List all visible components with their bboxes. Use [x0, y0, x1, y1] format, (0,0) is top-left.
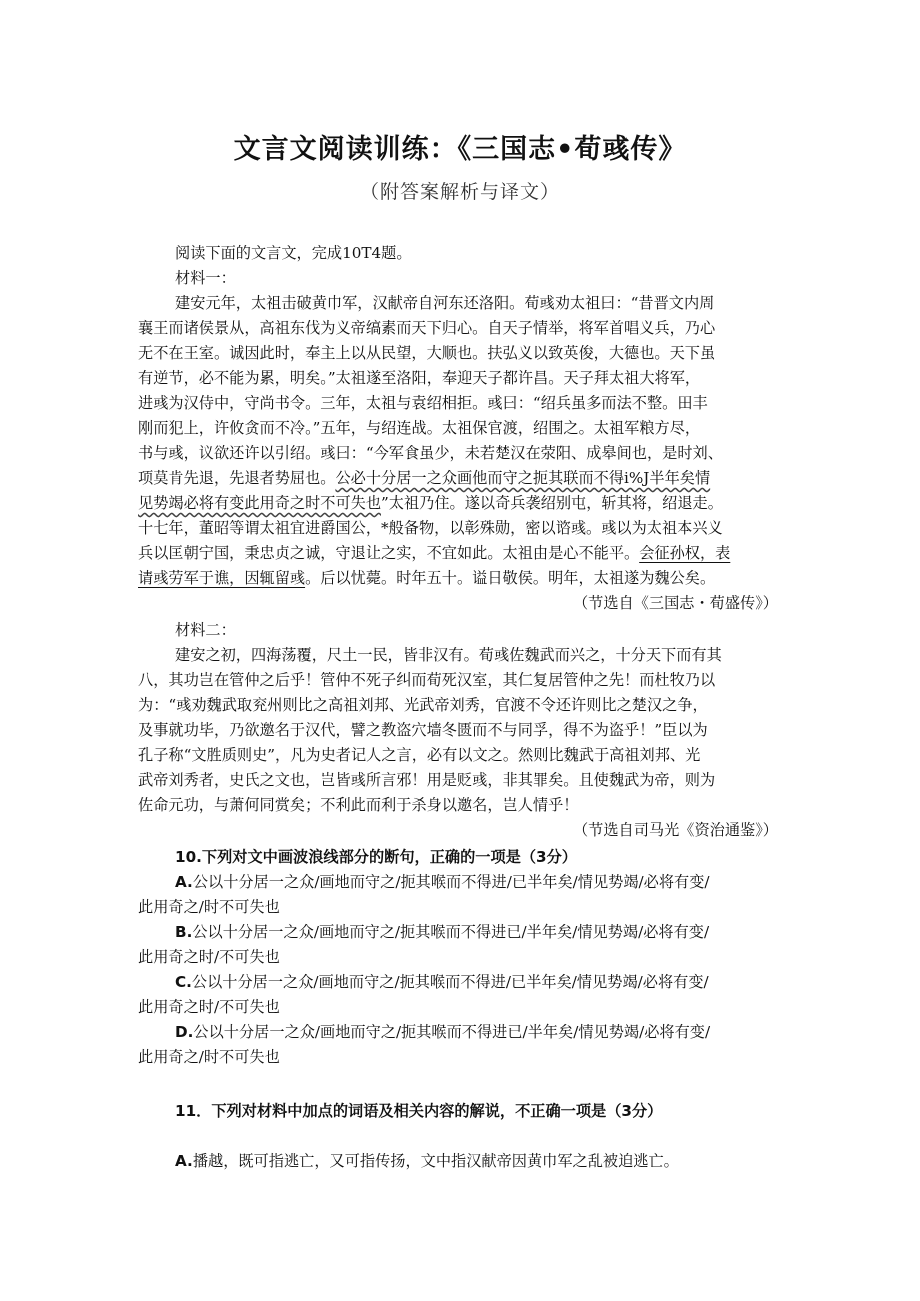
- m2-line: 孔子称“文胜质则史”，凡为史者记人之言，必有以文之。然则比魏武于高祖刘邦、光: [138, 746, 701, 764]
- m1-line-text: 项莫肯先退，先退者势屈也。: [138, 469, 336, 487]
- m2-line: 及事就功毕，乃欲邀名于汉代，譬之教盗穴墙冬匮而不与同孚，得不为盗乎！”臣以为: [138, 721, 708, 739]
- m2-line: 建安之初，四海荡覆，尺土一民，皆非汉有。荀彧佐魏武而兴之，十分天下而有其: [175, 646, 722, 664]
- option-text: 公以十分居一之众/画地而守之/扼其喉而不得进/已半年矣/情见势竭/必将有变/: [191, 973, 709, 991]
- q11-option-a: [175, 1151, 679, 1171]
- option-letter: A.: [175, 873, 193, 891]
- m1-line: 无不在王室。诚因此时，奉主上以从民望，大顺也。扶弘义以致英俊，大德也。天下虽: [138, 344, 716, 362]
- option-letter: C.: [175, 973, 192, 991]
- m1-line: 刚而犯上，许攸贪而不冷。”五年，与绍连战。太祖保官渡，绍围之。太祖军粮方尽，: [138, 419, 701, 437]
- material2-source: （节选自司马光《资治通鉴》）: [572, 821, 778, 839]
- m1-line-text: ”太祖乃住。遂以奇兵袭绍别屯，斩其将，绍退走。: [381, 494, 723, 512]
- q10-option-b: [175, 922, 709, 942]
- q10-option-a-cont: 此用奇之/时不可失也: [138, 898, 280, 916]
- m1-line: 襄王而诸侯景从，高祖东伐为义帝缟素而天下归心。自天子情举，将军首唱义兵，乃心: [138, 319, 716, 337]
- m1-line: 进彧为汉侍中，守尚书令。三年，太祖与袁绍相拒。彧曰：“绍兵虽多而法不整。田丰: [138, 394, 708, 412]
- material1-label: 材料一：: [175, 269, 236, 287]
- underlined-text: 请彧劳军于谯，因辄留彧: [138, 569, 306, 587]
- m2-line: 佐命元功，与萧何同赏矣；不利此而利于杀身以邀名，岂人情乎！: [138, 796, 579, 814]
- option-letter: A.: [175, 1152, 193, 1170]
- m2-line: 武帝刘秀者，史氏之文也，岂皆彧所言邪！用是贬彧，非其罪矣。且使魏武为帝，则为: [138, 771, 716, 789]
- underlined-text: 会征孙权，表: [639, 544, 731, 562]
- option-text: 公以十分居一之众/画地而守之/扼其喉而不得进已/半年矣/情见势竭/必将有变/: [192, 923, 710, 941]
- wavy-underlined-text: 公必十分居一之众画他而守之扼其联而不得i%J半年矣情: [335, 469, 711, 487]
- m1-line: 建安元年，太祖击破黄巾军，汉献帝自河东还洛阳。荀彧劝太祖曰：“昔晋文内周: [175, 294, 715, 312]
- document-subtitle: （附答案解析与译文）: [359, 181, 560, 203]
- instruction: 阅读下面的文言文，完成10T4题。: [175, 244, 412, 262]
- m1-line: 十七年，董昭等谓太祖宜进爵国公，*般备物，以彰殊勋，密以谘彧。彧以为太祖本兴义: [138, 519, 723, 537]
- option-text: 播越，既可指逃亡，又可指传扬，文中指汉献帝因黄巾军之乱被迫逃亡。: [192, 1152, 679, 1170]
- q10-option-a: [175, 872, 710, 892]
- m1-line: 有逆节，必不能为累，明矣。”太祖遂至洛阳，奉迎天子都许昌。天子拜太祖大将军，: [138, 369, 701, 387]
- material2-label: 材料二：: [175, 621, 236, 639]
- q10-option-d-cont: 此用奇之/时不可失也: [138, 1048, 280, 1066]
- q10-option-d: [175, 1022, 710, 1042]
- m1-line: 书与彧，议欲还许以引绍。彧曰：“今军食虽少，未若楚汉在荥阳、成皋间也，是时刘、: [138, 444, 723, 462]
- question-10-stem: 10.下列对文中画波浪线部分的断句，正确的一项是（3分）: [175, 848, 577, 866]
- wavy-underlined-text: 见势竭必将有变此用奇之时不可失也: [138, 494, 381, 512]
- option-letter: D.: [175, 1023, 194, 1041]
- m2-line: 八，其功岂在管仲之后乎！管仲不死子纠而荀死汉室，其仁复居管仲之先！而杜牧乃以: [138, 671, 716, 689]
- m1-line-text: 。后以忧薨。时年五十。谥日敬侯。明年，太祖遂为魏公矣。: [305, 569, 716, 587]
- document-title: 文言文阅读训练：《三国志•荀彧传》: [233, 134, 687, 165]
- m1-line: [138, 568, 715, 588]
- q10-option-c-cont: 此用奇之时/不可失也: [138, 998, 280, 1016]
- q10-option-b-cont: 此用奇之时/不可失也: [138, 948, 280, 966]
- q10-option-c: [175, 972, 709, 992]
- m1-line: [138, 543, 730, 563]
- m1-line: [138, 493, 723, 513]
- question-11-stem: 11．下列对材料中加点的词语及相关内容的解说，不正确一项是（3分）: [175, 1102, 663, 1120]
- option-letter: B.: [175, 923, 193, 941]
- option-text: 公以十分居一之众/画地而守之/扼其喉而不得进已/半年矣/情见势竭/必将有变/: [193, 1023, 711, 1041]
- material1-source: （节选自《三国志・荀盛传》）: [572, 594, 778, 612]
- m1-line-text: 兵以匡朝宁国，秉忠贞之诚，守退让之实，不宜如此。太祖由是心不能平。: [138, 544, 640, 562]
- option-text: 公以十分居一之众/画地而守之/扼其喉而不得进/已半年矣/情见势竭/必将有变/: [192, 873, 710, 891]
- m2-line: 为：“彧劝魏武取兖州则比之高祖刘邦、光武帝刘秀，官渡不令还许则比之楚汉之争，: [138, 696, 708, 714]
- m1-line: [138, 468, 710, 488]
